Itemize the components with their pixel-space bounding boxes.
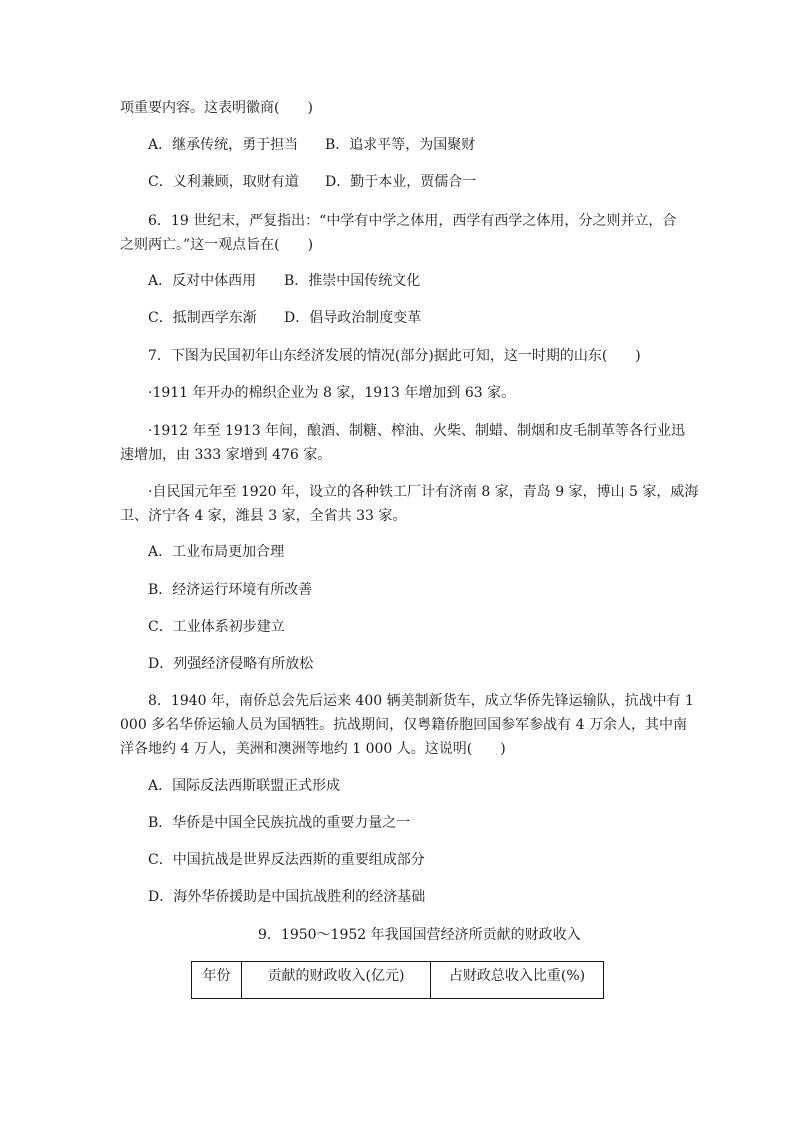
q8-stem-line3: 洋各地约 4 万人，美洲和澳洲等地约 1 000 人。这说明( ) — [120, 741, 506, 757]
q8-option-d: D．海外华侨援助是中国抗战胜利的经济基础 — [148, 889, 426, 905]
q5-option-c: C．义利兼顾，取财有道 — [148, 174, 299, 190]
q8-option-b: B．华侨是中国全民族抗战的重要力量之一 — [148, 815, 411, 831]
q5-stem-tail: 项重要内容。这表明徽商( ) — [120, 100, 313, 116]
q7-option-d: D．列强经济侵略有所放松 — [148, 656, 314, 672]
q7-stem: 7．下图为民国初年山东经济发展的情况(部分)据此可知，这一时期的山东( ) — [148, 348, 641, 364]
q7-option-a: A．工业布局更加合理 — [148, 544, 285, 560]
q6-option-c: C．抵制西学东渐 — [148, 310, 257, 326]
q7-fact-1: ·1911 年开办的棉织企业为 8 家，1913 年增加到 63 家。 — [148, 385, 516, 401]
q9-table — [191, 961, 604, 999]
header-revenue: 贡献的财政收入(亿元) — [242, 962, 431, 999]
q5-option-b: B．追求平等，为国聚财 — [325, 137, 476, 153]
table-header-row — [192, 962, 604, 999]
q6-stem-line1: 6．19 世纪末，严复指出：“中学有中学之体用，西学有西学之体用，分之则并立，合 — [148, 213, 677, 229]
q8-stem-line2: 000 多名华侨运输人员为国牺牲。抗战期间，仅粤籍侨胞回国参军参战有 4 万余人，其中南 — [120, 717, 687, 733]
q7-option-c: C．工业体系初步建立 — [148, 619, 285, 635]
q6-option-d: D．倡导政治制度变革 — [284, 310, 422, 326]
q9-caption: 9．1950～1952 年我国国营经济所贡献的财政收入 — [258, 927, 581, 943]
header-share: 占财政总收入比重(%) — [431, 962, 604, 999]
q6-option-a: A．反对中体西用 — [148, 273, 257, 289]
q8-option-a: A．国际反法西斯联盟正式形成 — [148, 778, 341, 794]
q7-fact-2-line2: 速增加，由 333 家增到 476 家。 — [120, 447, 332, 463]
q7-fact-3-line1: ·自民国元年至 1920 年，设立的各种铁工厂计有济南 8 家，青岛 9 家，博山 5 家，威海 — [148, 484, 699, 500]
header-year: 年份 — [192, 962, 242, 999]
q7-option-b: B．经济运行环境有所改善 — [148, 582, 313, 598]
q7-fact-3-line2: 卫、济宁各 4 家，潍县 3 家，全省共 33 家。 — [120, 508, 407, 524]
q5-option-d: D．勤于本业，贾儒合一 — [325, 174, 477, 190]
q7-fact-2-line1: ·1912 年至 1913 年间，酿酒、制糖、榨油、火柴、制蜡、制烟和皮毛制革等各行业迅 — [148, 423, 686, 439]
q8-option-c: C．中国抗战是世界反法西斯的重要组成部分 — [148, 852, 425, 868]
q6-stem-line2: 之则两亡。”这一观点旨在( ) — [120, 237, 314, 253]
q6-option-b: B．推崇中国传统文化 — [284, 273, 421, 289]
q8-stem-line1: 8．1940 年，南侨总会先后运来 400 辆美制新货车，成立华侨先锋运输队，抗战中有 1 — [148, 693, 694, 709]
q5-option-a: A．继承传统，勇于担当 — [148, 137, 299, 153]
